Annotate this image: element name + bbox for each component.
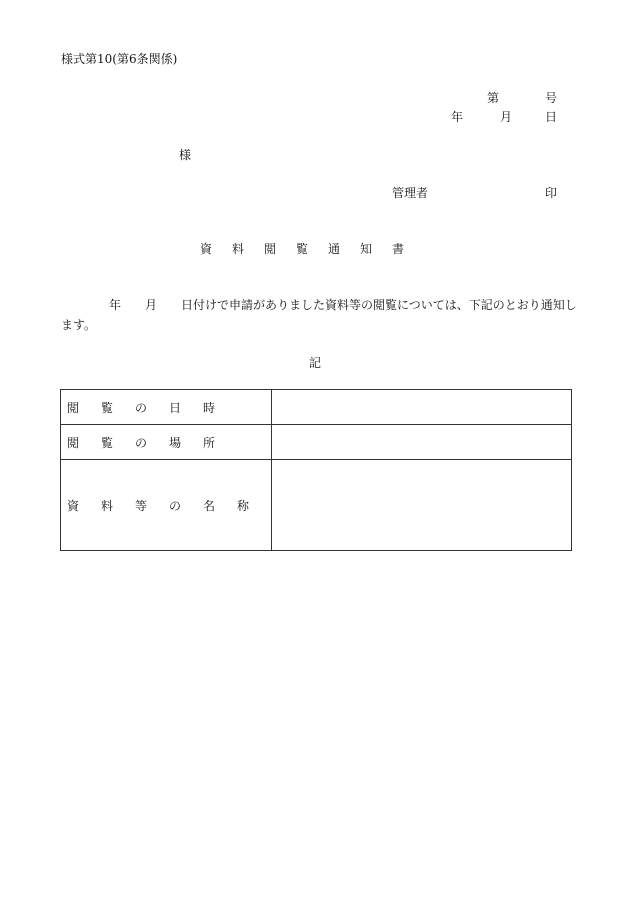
table-row <box>61 390 572 425</box>
row-value-field[interactable] <box>272 460 572 551</box>
table-row <box>61 460 572 551</box>
table-row <box>61 425 572 460</box>
body-month-label: 月 <box>145 298 158 312</box>
row-value-field[interactable] <box>272 425 572 460</box>
body-line-2: ます。 <box>61 318 97 332</box>
seal-mark: 印 <box>545 186 558 200</box>
row-value-field[interactable] <box>272 390 572 425</box>
sender-role: 管理者 <box>392 186 429 200</box>
row-label: 閲覧の日時 <box>61 390 272 425</box>
date-day-label: 日 <box>545 110 558 124</box>
date-year-label: 年 <box>451 110 464 124</box>
ki-heading: 記 <box>309 356 322 370</box>
form-number: 様式第10(第6条関係) <box>61 52 178 66</box>
body-text: 日付けで申請がありました資料等の閲覧については、下記のとおり通知し <box>181 298 577 312</box>
document-title: 資料閲覧通知書 <box>200 242 425 256</box>
row-label: 資料等の名称 <box>61 460 272 551</box>
addressee-honorific: 様 <box>179 148 192 162</box>
number-gou-label: 号 <box>545 91 558 105</box>
date-month-label: 月 <box>500 110 513 124</box>
body-year-label: 年 <box>109 298 122 312</box>
row-label: 閲覧の場所 <box>61 425 272 460</box>
detail-table <box>60 389 572 551</box>
number-dai-label: 第 <box>487 91 500 105</box>
